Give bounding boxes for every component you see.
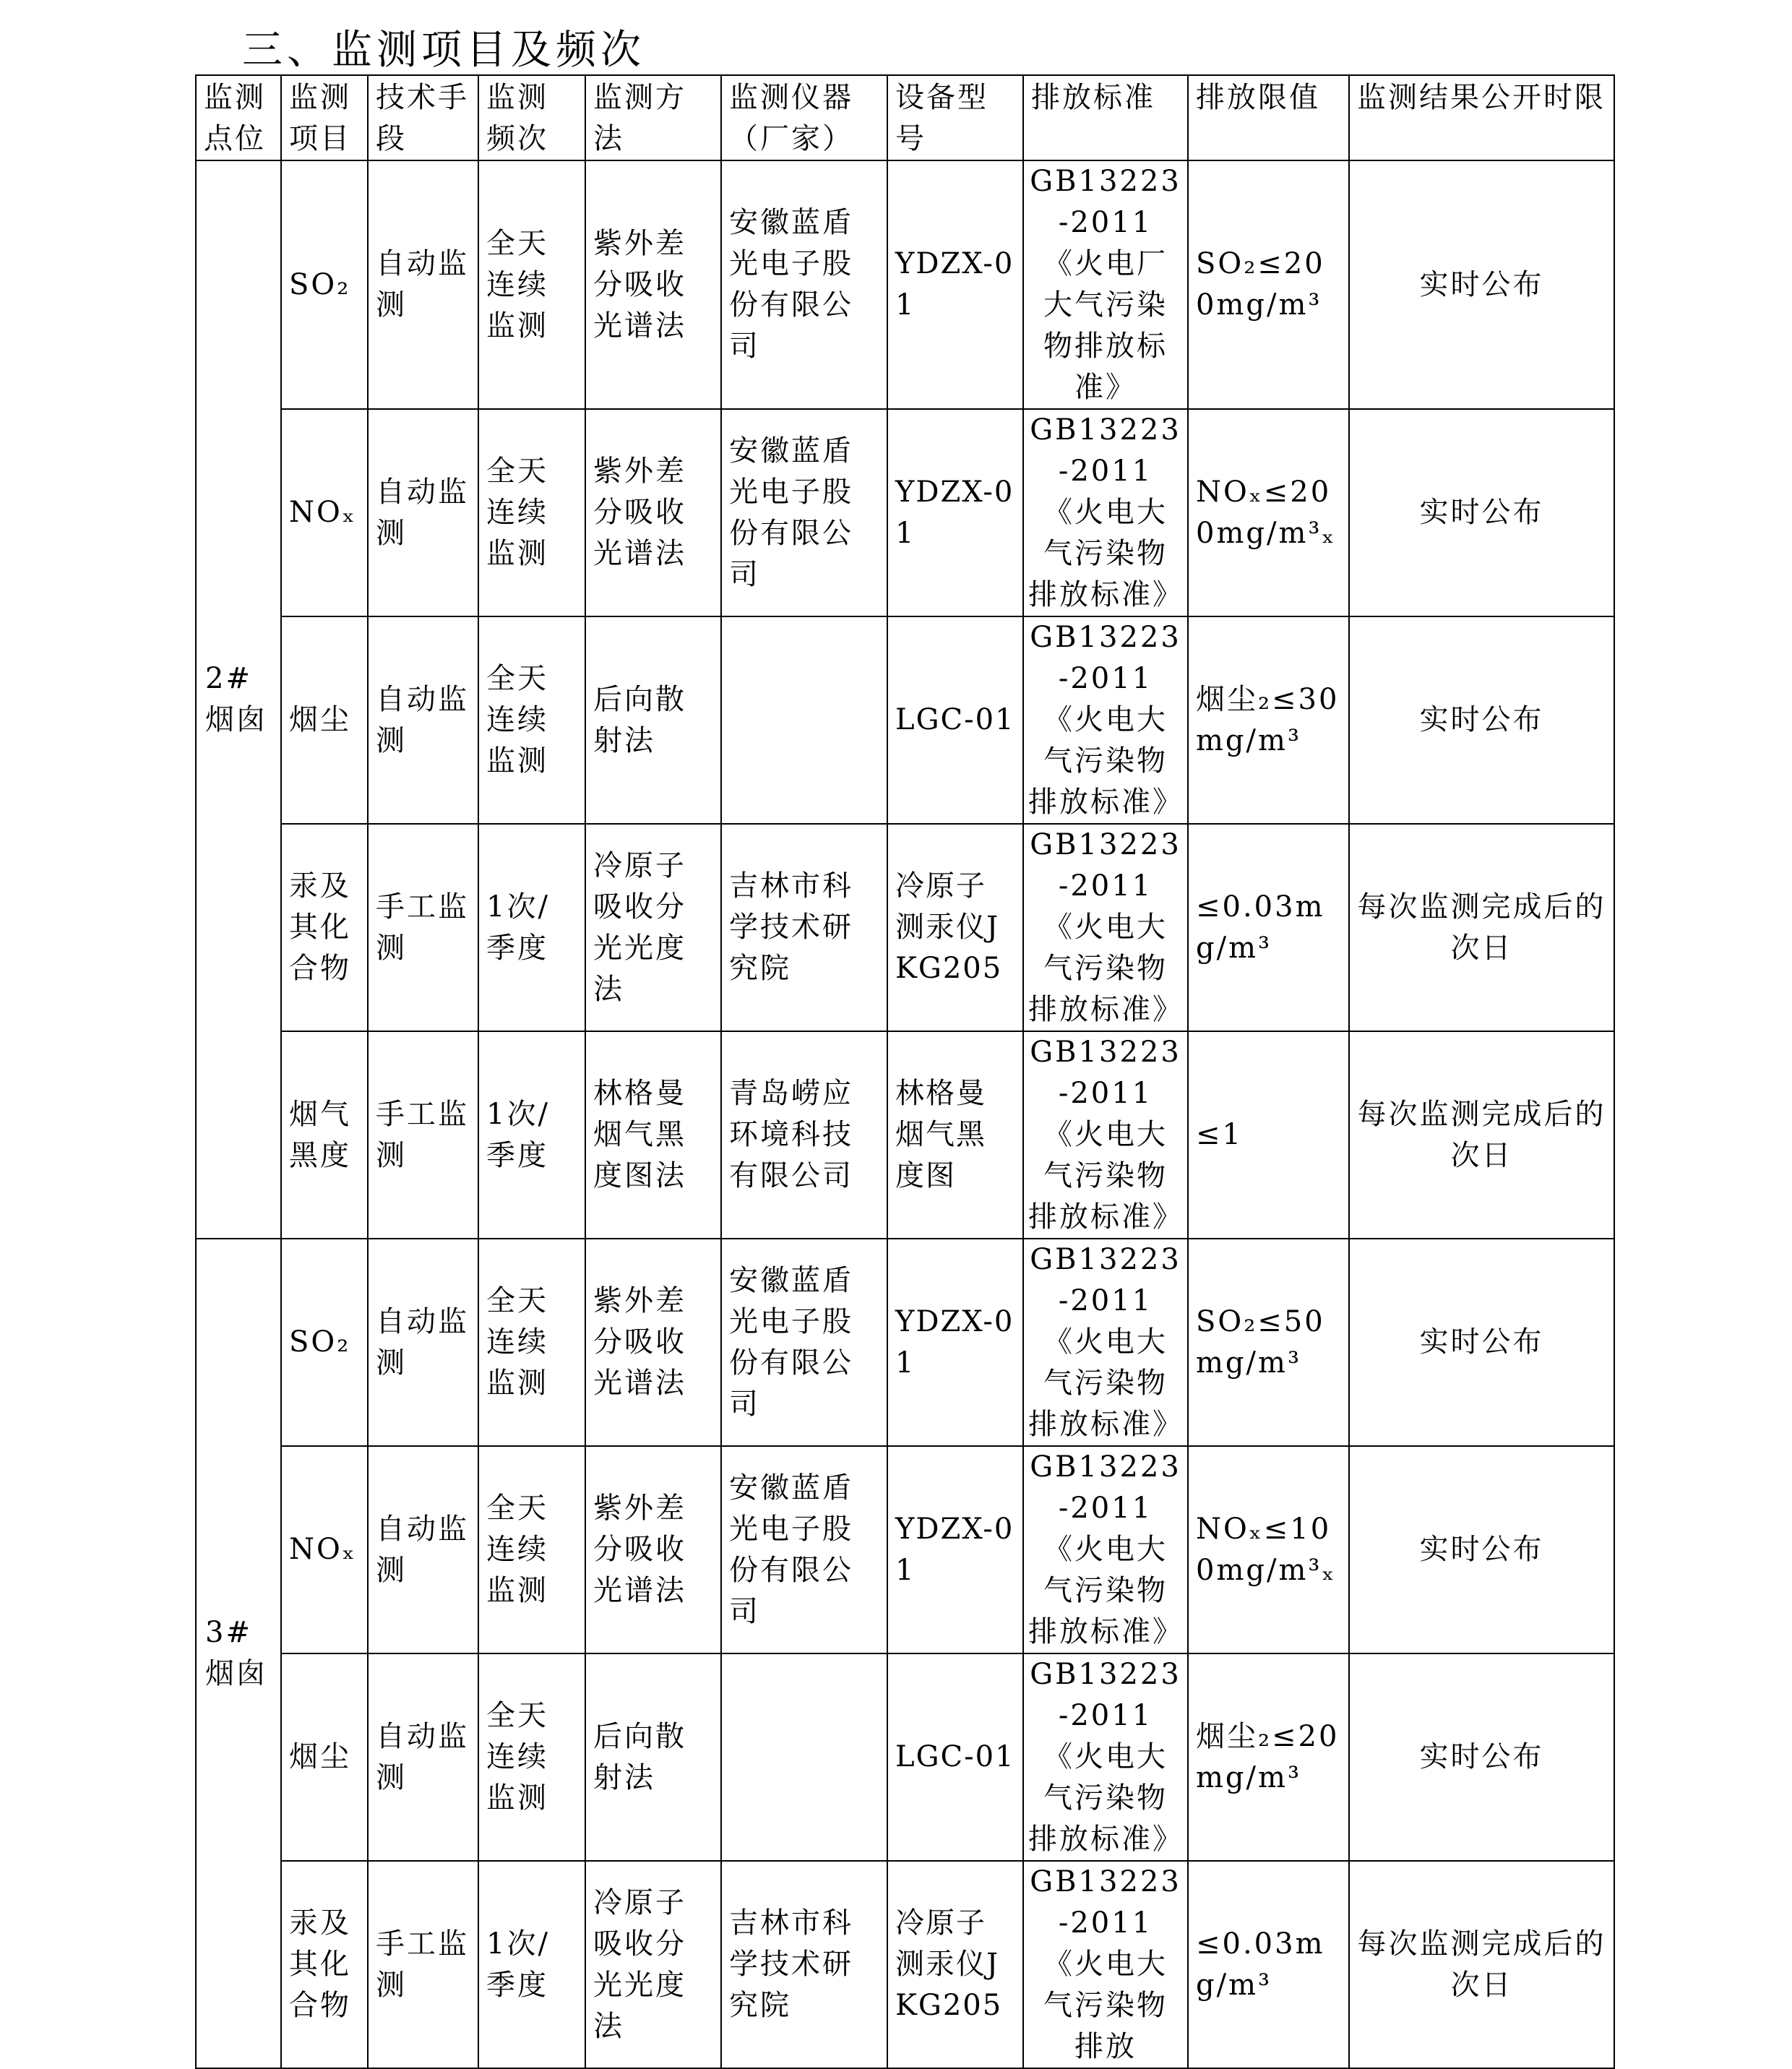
method-cell: 冷原子吸收分光光度法 xyxy=(585,824,721,1031)
technique-cell: 自动监测 xyxy=(368,1446,478,1653)
model-cell: YDZX-01 xyxy=(887,409,1023,616)
header-method: 监测方法 xyxy=(585,75,721,160)
frequency-cell: 1次/季度 xyxy=(478,1861,585,2068)
standard-cell: GB13223-2011《火电大气污染物排放标准》 xyxy=(1023,1653,1188,1861)
model-cell: 冷原子测汞仪JKG205 xyxy=(887,824,1023,1031)
standard-cell: GB13223-2011《火电大气污染物排放标准》 xyxy=(1023,616,1188,824)
station-cell: 3#烟囱 xyxy=(196,1239,281,2068)
disclosure-cell: 实时公布 xyxy=(1349,1239,1614,1446)
header-disclosure: 监测结果公开时限 xyxy=(1349,75,1614,160)
instrument-cell: 青岛崂应环境科技有限公司 xyxy=(721,1031,887,1239)
technique-cell: 手工监测 xyxy=(368,824,478,1031)
limit-cell: NOₓ≤200mg/m³ₓ xyxy=(1188,409,1349,616)
instrument-cell xyxy=(721,1653,887,1861)
instrument-cell: 安徽蓝盾光电子股份有限公司 xyxy=(721,1239,887,1446)
item-cell: 烟尘 xyxy=(281,616,368,824)
table-row xyxy=(196,616,1614,824)
standard-cell: GB13223-2011《火电大气污染物排放标准》 xyxy=(1023,409,1188,616)
limit-cell: ≤1 xyxy=(1188,1031,1349,1239)
method-cell: 紫外差分吸收光谱法 xyxy=(585,1446,721,1653)
technique-cell: 手工监测 xyxy=(368,1861,478,2068)
method-cell: 紫外差分吸收光谱法 xyxy=(585,1239,721,1446)
limit-cell: 烟尘₂≤20mg/m³ xyxy=(1188,1653,1349,1861)
table-row xyxy=(196,1446,1614,1653)
frequency-cell: 1次/季度 xyxy=(478,824,585,1031)
disclosure-cell: 每次监测完成后的次日 xyxy=(1349,824,1614,1031)
item-cell: NOₓ xyxy=(281,1446,368,1653)
header-technique: 技术手段 xyxy=(368,75,478,160)
table-row xyxy=(196,1861,1614,2068)
item-cell: 烟尘 xyxy=(281,1653,368,1861)
frequency-cell: 全天连续监测 xyxy=(478,616,585,824)
model-cell: LGC-01 xyxy=(887,1653,1023,1861)
model-cell: LGC-01 xyxy=(887,616,1023,824)
header-model: 设备型号 xyxy=(887,75,1023,160)
instrument-cell: 安徽蓝盾光电子股份有限公司 xyxy=(721,1446,887,1653)
item-cell: 烟气黑度 xyxy=(281,1031,368,1239)
method-cell: 紫外差分吸收光谱法 xyxy=(585,409,721,616)
table-row xyxy=(196,1031,1614,1239)
technique-cell: 手工监测 xyxy=(368,1031,478,1239)
standard-cell: GB13223-2011《火电大气污染物排放标准》 xyxy=(1023,1031,1188,1239)
model-cell: YDZX-01 xyxy=(887,1239,1023,1446)
monitoring-table xyxy=(195,74,1615,2069)
standard-cell: GB13223-2011《火电大气污染物排放标准》 xyxy=(1023,824,1188,1031)
disclosure-cell: 每次监测完成后的次日 xyxy=(1349,1031,1614,1239)
method-cell: 冷原子吸收分光光度法 xyxy=(585,1861,721,2068)
limit-cell: NOₓ≤100mg/m³ₓ xyxy=(1188,1446,1349,1653)
header-instrument: 监测仪器（厂家） xyxy=(721,75,887,160)
method-cell: 后向散射法 xyxy=(585,1653,721,1861)
section-title: 三、监测项目及频次 xyxy=(242,27,645,74)
model-cell: 林格曼烟气黑度图 xyxy=(887,1031,1023,1239)
instrument-cell xyxy=(721,616,887,824)
header-item: 监测项目 xyxy=(281,75,368,160)
limit-cell: SO₂≤50mg/m³ xyxy=(1188,1239,1349,1446)
limit-cell: ≤0.03mg/m³ xyxy=(1188,824,1349,1031)
disclosure-cell: 实时公布 xyxy=(1349,160,1614,409)
item-cell: NOₓ xyxy=(281,409,368,616)
model-cell: YDZX-01 xyxy=(887,160,1023,409)
disclosure-cell: 每次监测完成后的次日 xyxy=(1349,1861,1614,2068)
item-cell: 汞及其化合物 xyxy=(281,824,368,1031)
standard-cell: GB13223-2011《火电大气污染物排放标准》 xyxy=(1023,1446,1188,1653)
instrument-cell: 安徽蓝盾光电子股份有限公司 xyxy=(721,409,887,616)
frequency-cell: 全天连续监测 xyxy=(478,1239,585,1446)
limit-cell: SO₂≤200mg/m³ xyxy=(1188,160,1349,409)
technique-cell: 自动监测 xyxy=(368,409,478,616)
limit-cell: 烟尘₂≤30mg/m³ xyxy=(1188,616,1349,824)
instrument-cell: 吉林市科学技术研究院 xyxy=(721,1861,887,2068)
instrument-cell: 吉林市科学技术研究院 xyxy=(721,824,887,1031)
frequency-cell: 全天连续监测 xyxy=(478,1653,585,1861)
model-cell: YDZX-01 xyxy=(887,1446,1023,1653)
header-standard: 排放标准 xyxy=(1023,75,1188,160)
frequency-cell: 全天连续监测 xyxy=(478,409,585,616)
limit-cell: ≤0.03mg/m³ xyxy=(1188,1861,1349,2068)
header-limit: 排放限值 xyxy=(1188,75,1349,160)
standard-cell: GB13223-2011《火电厂大气污染物排放标准》 xyxy=(1023,160,1188,409)
header-frequency: 监测频次 xyxy=(478,75,585,160)
disclosure-cell: 实时公布 xyxy=(1349,1653,1614,1861)
table-row xyxy=(196,160,1614,409)
item-cell: SO₂ xyxy=(281,1239,368,1446)
header-station: 监测点位 xyxy=(196,75,281,160)
table-header-row xyxy=(196,75,1614,160)
method-cell: 后向散射法 xyxy=(585,616,721,824)
disclosure-cell: 实时公布 xyxy=(1349,409,1614,616)
method-cell: 林格曼烟气黑度图法 xyxy=(585,1031,721,1239)
frequency-cell: 全天连续监测 xyxy=(478,1446,585,1653)
table-row xyxy=(196,1239,1614,1446)
disclosure-cell: 实时公布 xyxy=(1349,1446,1614,1653)
method-cell: 紫外差分吸收光谱法 xyxy=(585,160,721,409)
frequency-cell: 1次/季度 xyxy=(478,1031,585,1239)
table-body xyxy=(196,160,1614,2068)
model-cell: 冷原子测汞仪JKG205 xyxy=(887,1861,1023,2068)
item-cell: 汞及其化合物 xyxy=(281,1861,368,2068)
standard-cell: GB13223-2011《火电大气污染物排放标准》 xyxy=(1023,1239,1188,1446)
disclosure-cell: 实时公布 xyxy=(1349,616,1614,824)
technique-cell: 自动监测 xyxy=(368,1239,478,1446)
technique-cell: 自动监测 xyxy=(368,616,478,824)
technique-cell: 自动监测 xyxy=(368,1653,478,1861)
frequency-cell: 全天连续监测 xyxy=(478,160,585,409)
instrument-cell: 安徽蓝盾光电子股份有限公司 xyxy=(721,160,887,409)
table-row xyxy=(196,409,1614,616)
standard-cell: GB13223-2011《火电大气污染物排放 xyxy=(1023,1861,1188,2068)
table-row xyxy=(196,824,1614,1031)
station-cell: 2#烟囱 xyxy=(196,160,281,1239)
item-cell: SO₂ xyxy=(281,160,368,409)
table-row xyxy=(196,1653,1614,1861)
technique-cell: 自动监测 xyxy=(368,160,478,409)
